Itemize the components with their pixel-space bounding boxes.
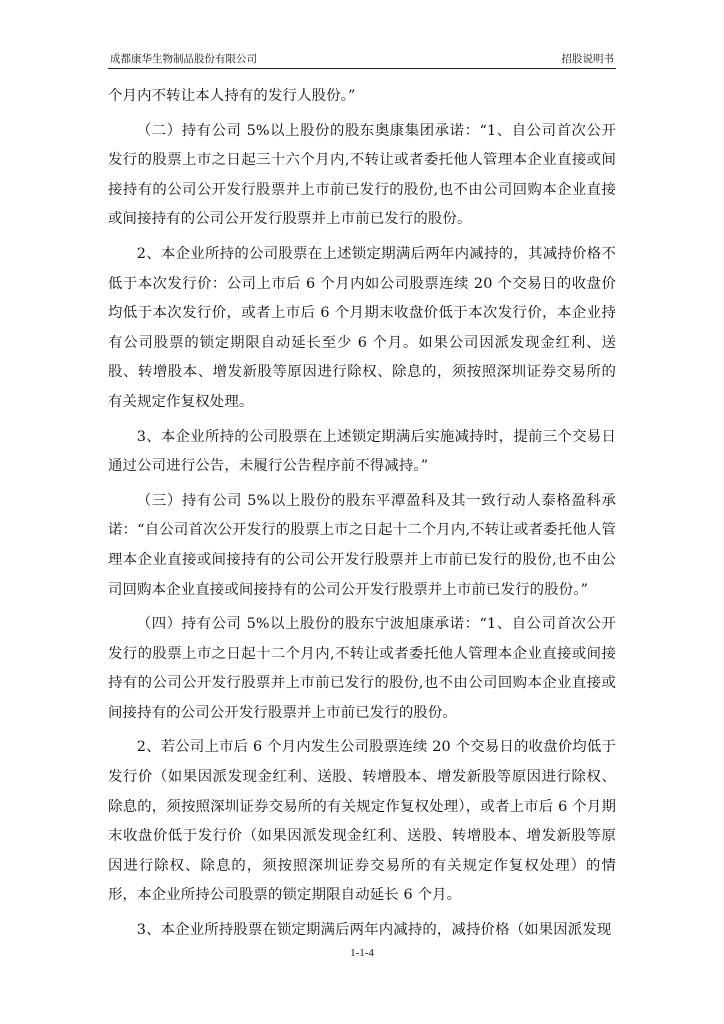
page-header — [108, 50, 616, 69]
page-number: 1-1-4 — [350, 947, 374, 959]
paragraph-continuation: 个月内不转让本人持有的发行人股份。” — [108, 88, 356, 104]
paragraph-ningbo-item-2: 2、若公司上市后 6 个月内发生公司股票连续 20 个交易日的收盘价均低于发行价（如果因派发现金红利、送股、转增股本、增发新股等原因进行除权、除息的，须按照深圳证券交易所的有关规定作复权处理），或者上市后 6 个月期末收盘价低于发行价（如果因派发现金红利、送股、转增股本、增发新股等原因进行除权、除息的，须按照深圳证券交易所的有关规定作复权处理）的情形，本企业所持公司股票的锁定期限自动延长 6 个月。 — [108, 739, 616, 904]
paragraph-aokang-commitment: （二）持有公司 5%以上股份的股东奥康集团承诺：“1、自公司首次公开发行的股票上市之日起三十六个月内,不转让或者委托他人管理本企业直接或间接持有的公司公开发行股票并上市前已发行的股份,也不由公司回购本企业直接或间接持有的公司公开发行股票并上市前已发行的股份。 — [108, 122, 616, 228]
paragraph-pingtan-commitment: （三）持有公司 5%以上股份的股东平潭盈科及其一致行动人泰格盈科承诺：“自公司首次公开发行的股票上市之日起十二个月内,不转让或者委托他人管理本企业直接或间接持有的公司公开发行股票并上市前已发行的股份,也不由公司回购本企业直接或间接持有的公司公开发行股票并上市前已发行的股份。” — [108, 492, 616, 598]
paragraph-aokang-item-2: 2、本企业所持的公司股票在上述锁定期满后两年内减持的，其减持价格不低于本次发行价：公司上市后 6 个月内如公司股票连续 20 个交易日的收盘价均低于本次发行价，或者上市后 6 个月期末收盘价低于本次发行价，本企业持有公司股票的锁定期限自动延长至少 6 个月。如果公司因派发现金红利、送股、转增股本、增发新股等原因进行除权、除息的，须按照深圳证券交易所的有关规定作复权处理。 — [108, 245, 616, 410]
paragraph-aokang-item-3: 3、本企业所持的公司股票在上述锁定期满后实施减持时，提前三个交易日通过公司进行公告，未履行公告程序前不得减持。” — [108, 428, 616, 475]
header-document-type: 招股说明书 — [561, 53, 614, 65]
header-company-name: 成都康华生物制品股份有限公司 — [110, 53, 257, 65]
paragraph-ningbo-item-3: 3、本企业所持股票在锁定期满后两年内减持的，减持价格（如果因派发现 — [136, 922, 612, 939]
document-body — [108, 82, 616, 951]
paragraph-ningbo-commitment: （四）持有公司 5%以上股份的股东宁波旭康承诺：“1、自公司首次公开发行的股票上市之日起十二个月内,不转让或者委托他人管理本企业直接或间接持有的公司公开发行股票并上市前已发行的股份,也不由公司回购本企业直接或间接持有的公司公开发行股票并上市前已发行的股份。 — [108, 616, 616, 721]
